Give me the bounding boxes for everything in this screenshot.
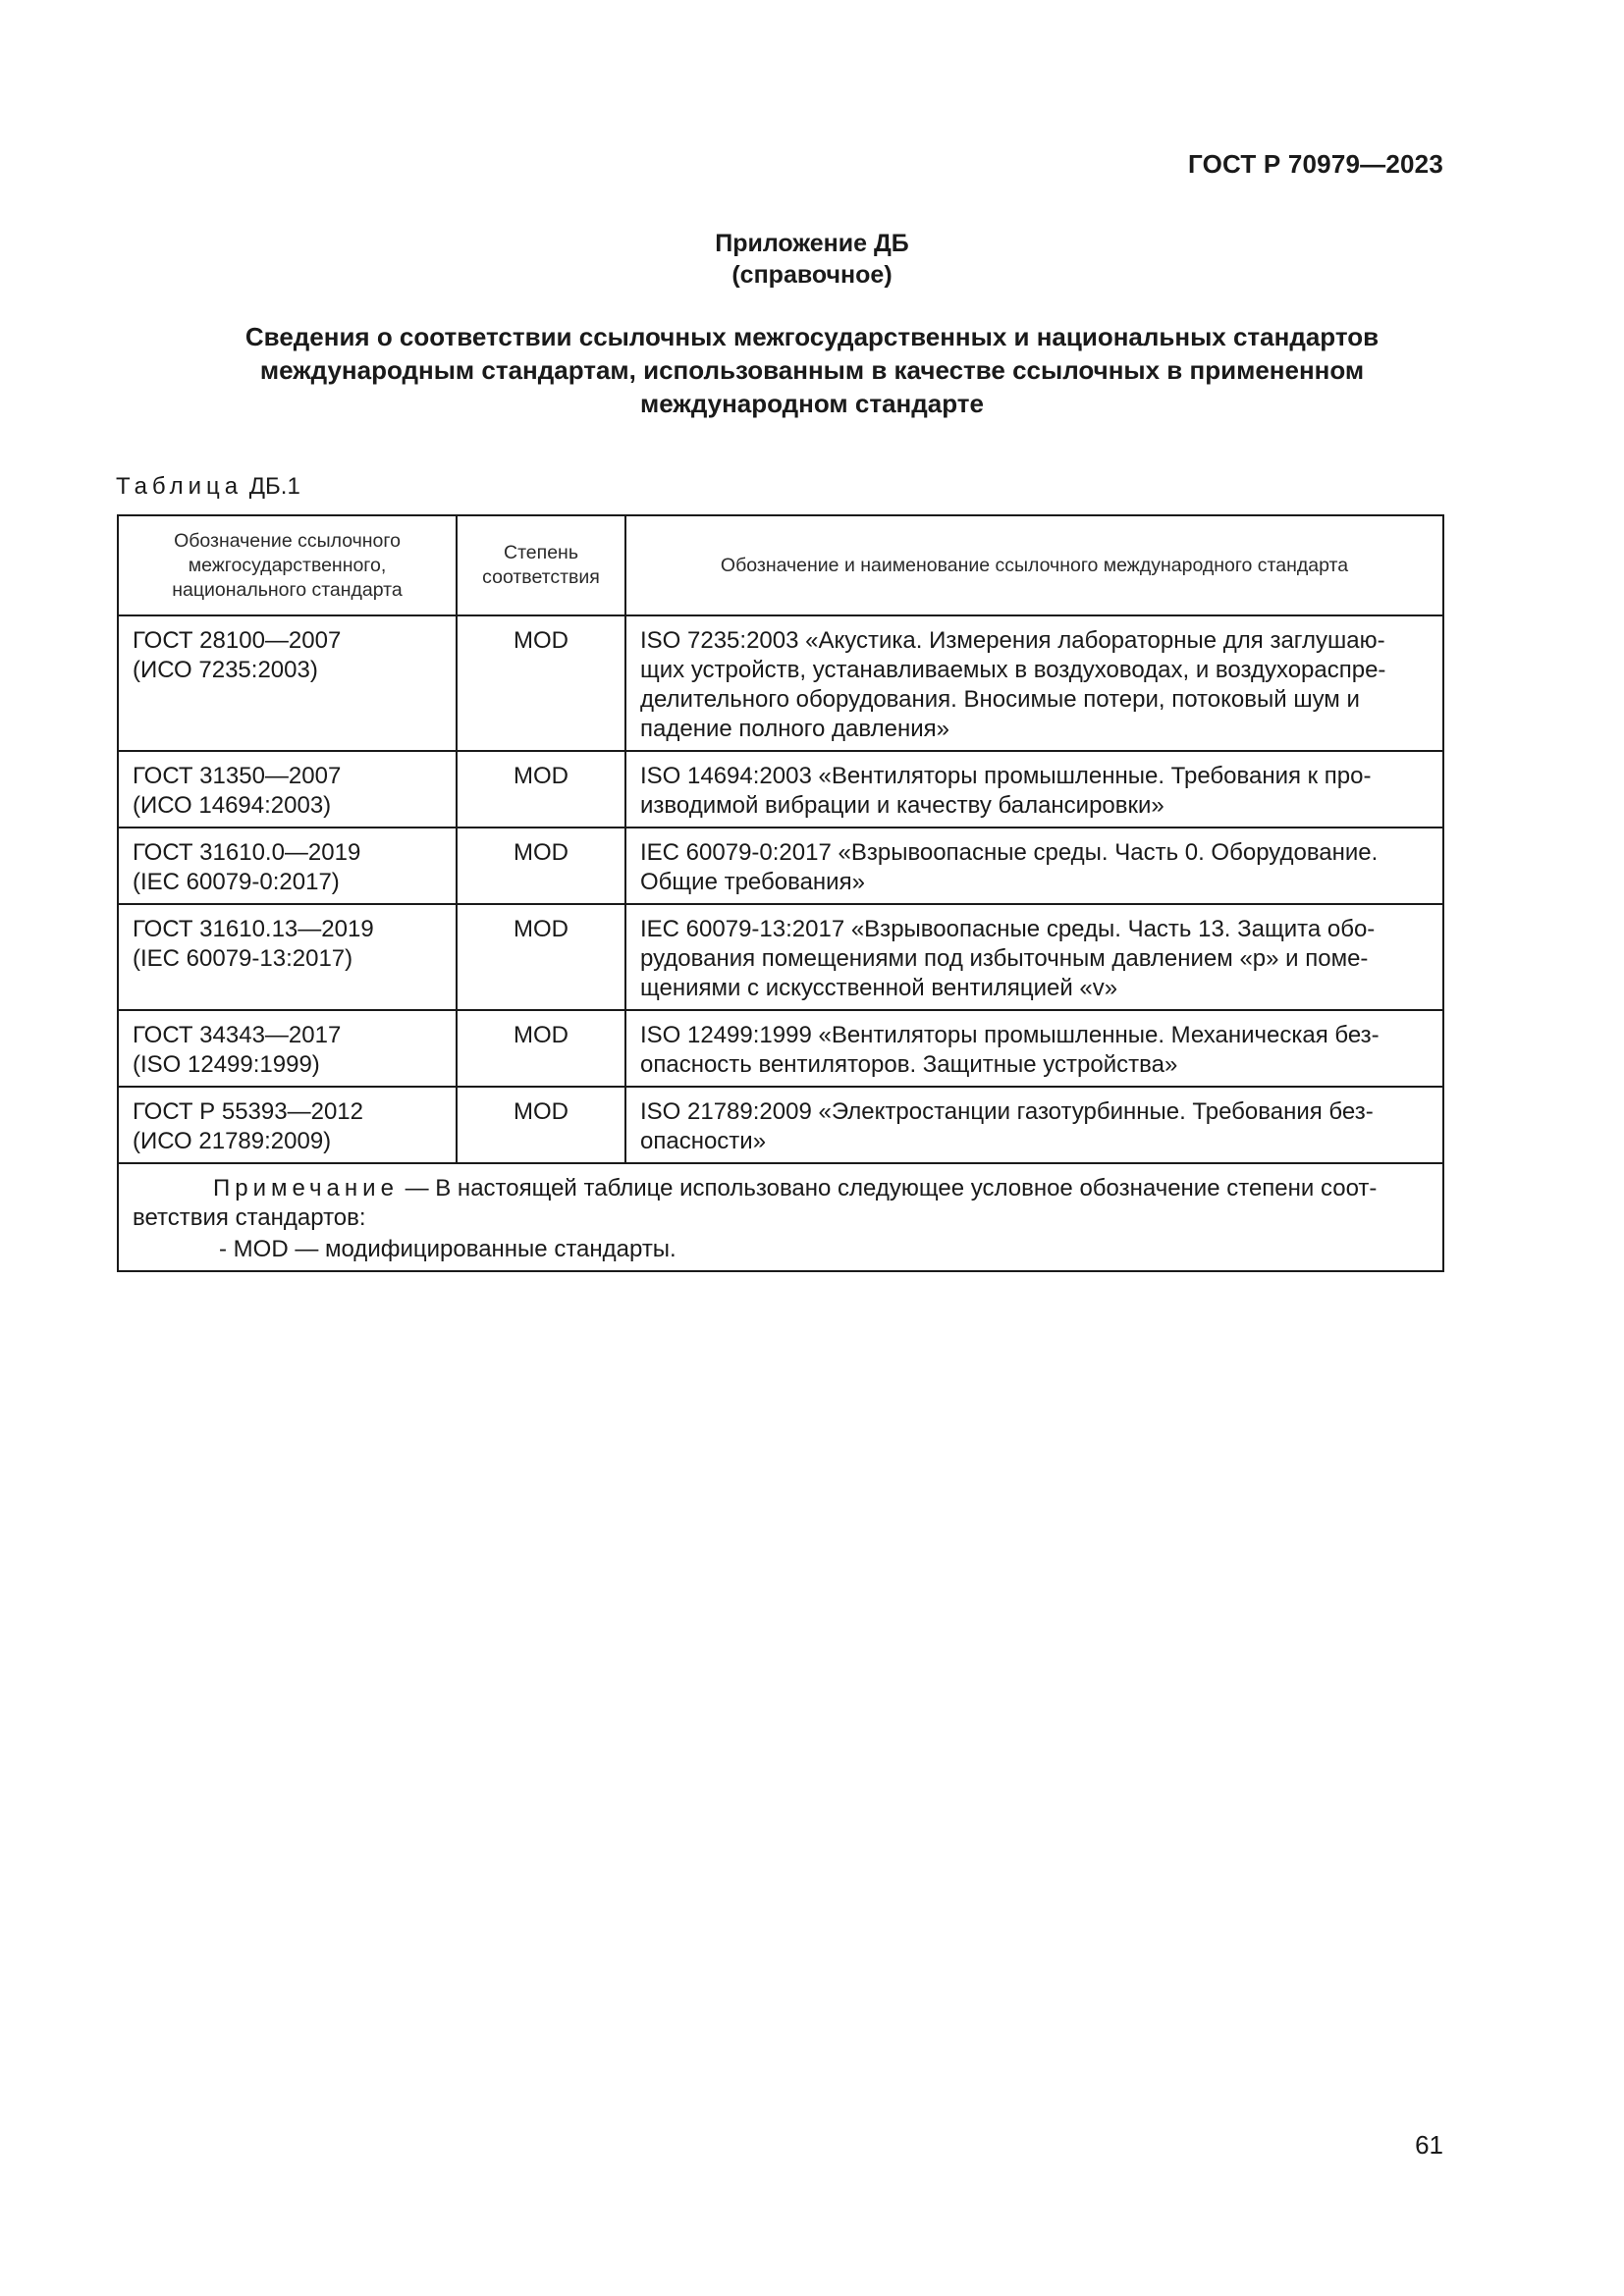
cell-degree: MOD xyxy=(457,615,625,751)
table-header-row xyxy=(118,515,1443,615)
cell-national-standard: ГОСТ 34343—2017 (ISO 12499:1999) xyxy=(118,1010,457,1087)
document-title xyxy=(147,320,1477,420)
table-note-row xyxy=(118,1163,1443,1271)
note-text xyxy=(133,1174,1429,1203)
cell-international-standard: ISO 14694:2003 «Вентиляторы промышленные. Требования к про- изводимой вибрации и качеству балансировки» xyxy=(625,751,1443,828)
table-caption-word: Таблица xyxy=(116,473,244,500)
cell-international-standard: IEC 60079-13:2017 «Взрывоопасные среды. Часть 13. Защита обо- рудования помещениями под избыточным давлением «p» и поме- щениями с искусственной вентиляцией «v» xyxy=(625,904,1443,1010)
cell-degree: MOD xyxy=(457,828,625,904)
table-note xyxy=(118,1163,1443,1271)
document-title-line: международным стандартам, использованным в качестве ссылочных в примененном xyxy=(259,355,1365,385)
cell-degree: MOD xyxy=(457,1010,625,1087)
cell-national-standard: ГОСТ 28100—2007 (ИСО 7235:2003) xyxy=(118,615,457,751)
cell-international-standard: IEC 60079-0:2017 «Взрывоопасные среды. Часть 0. Оборудование. Общие требования» xyxy=(625,828,1443,904)
table-row xyxy=(118,751,1443,828)
cell-degree: MOD xyxy=(457,1087,625,1163)
page-number: 61 xyxy=(1415,2130,1443,2160)
document-title-line: Сведения о соответствии ссылочных межгосударственных и национальных стандартов xyxy=(244,322,1380,351)
cell-international-standard: ISO 7235:2003 «Акустика. Измерения лабораторные для заглушаю- щих устройств, устанавливаемых в воздуховодах, и воздухораспре- делительного оборудования. Вносимые потери, потоковый шум и падение полного давления» xyxy=(625,615,1443,751)
cell-international-standard: ISO 21789:2009 «Электростанции газотурбинные. Требования без- опасности» xyxy=(625,1087,1443,1163)
table-row xyxy=(118,1087,1443,1163)
table-caption xyxy=(116,473,300,501)
table-row xyxy=(118,615,1443,751)
header-national-standard: Обозначение ссылочного межгосударственного, национального стандарта xyxy=(118,515,457,615)
table-row xyxy=(118,828,1443,904)
standards-correspondence-table xyxy=(117,514,1444,1272)
note-label: Примечание xyxy=(213,1175,399,1201)
cell-national-standard: ГОСТ 31350—2007 (ИСО 14694:2003) xyxy=(118,751,457,828)
appendix-heading xyxy=(0,228,1624,291)
document-standard-number: ГОСТ Р 70979—2023 xyxy=(1188,149,1443,179)
table-row xyxy=(118,904,1443,1010)
appendix-title: Приложение ДБ xyxy=(715,230,909,257)
cell-degree: MOD xyxy=(457,904,625,1010)
cell-national-standard: ГОСТ 31610.0—2019 (IEC 60079-0:2017) xyxy=(118,828,457,904)
note-text-line2: ветствия стандартов: xyxy=(133,1204,366,1231)
note-list-item: - MOD — модифицированные стандарты. xyxy=(219,1236,677,1262)
header-international-standard: Обозначение и наименование ссылочного международного стандарта xyxy=(625,515,1443,615)
table-caption-number: ДБ.1 xyxy=(248,473,300,500)
cell-international-standard: ISO 12499:1999 «Вентиляторы промышленные. Механическая без- опасность вентиляторов. Защитные устройства» xyxy=(625,1010,1443,1087)
appendix-subtitle: (справочное) xyxy=(731,261,893,289)
cell-national-standard: ГОСТ 31610.13—2019 (IEC 60079-13:2017) xyxy=(118,904,457,1010)
cell-national-standard: ГОСТ Р 55393—2012 (ИСО 21789:2009) xyxy=(118,1087,457,1163)
cell-degree: MOD xyxy=(457,751,625,828)
header-degree: Степень соответствия xyxy=(457,515,625,615)
document-title-line: международном стандарте xyxy=(640,389,984,418)
table-row xyxy=(118,1010,1443,1087)
note-text-line1: — В настоящей таблице использовано следующее условное обозначение степени соот- xyxy=(398,1175,1378,1201)
